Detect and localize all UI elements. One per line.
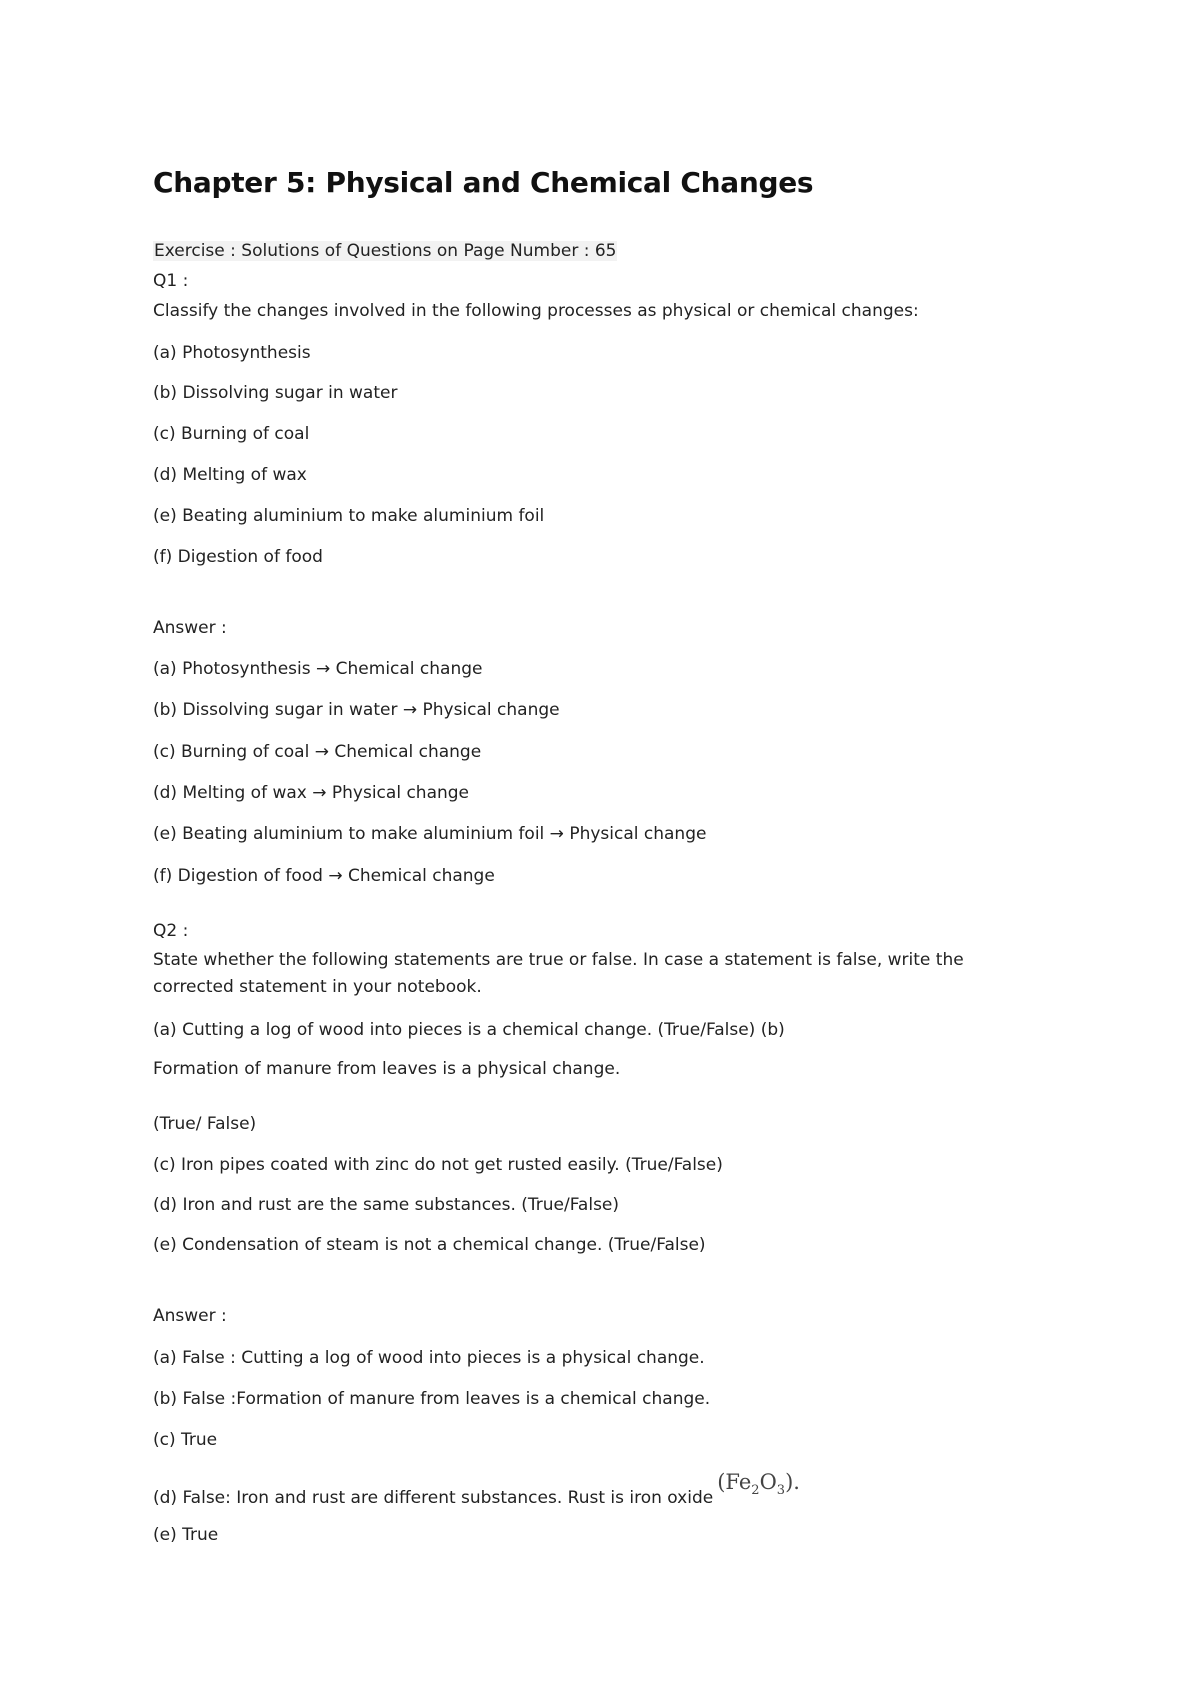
q2-item: (True/ False) xyxy=(153,1114,257,1134)
q1-answer: (e) Beating aluminium to make aluminium foil → Physical change xyxy=(153,824,707,844)
q1-item: (e) Beating aluminium to make aluminium foil xyxy=(153,506,545,526)
q1-answer: (c) Burning of coal → Chemical change xyxy=(153,742,482,762)
q1-answer-label: Answer : xyxy=(153,618,227,638)
q2-item: Formation of manure from leaves is a physical change. xyxy=(153,1059,621,1079)
q1-prompt: Classify the changes involved in the following processes as physical or chemical changes: xyxy=(153,301,919,321)
q1-answer: (d) Melting of wax → Physical change xyxy=(153,783,470,803)
q1-answer: (a) Photosynthesis → Chemical change xyxy=(153,659,483,679)
page-title: Chapter 5: Physical and Chemical Changes xyxy=(153,166,814,199)
q2-answer: (a) False : Cutting a log of wood into pieces is a physical change. xyxy=(153,1348,705,1368)
q1-item: (a) Photosynthesis xyxy=(153,343,311,363)
q2-answer: (d) False: Iron and rust are different substances. Rust is iron oxide xyxy=(153,1488,714,1508)
exercise-label: Exercise : Solutions of Questions on Page Number : 65 xyxy=(154,241,617,261)
q1-answer: (b) Dissolving sugar in water → Physical change xyxy=(153,700,560,720)
exercise-line xyxy=(153,240,617,262)
q1-item: (c) Burning of coal xyxy=(153,424,310,444)
q2-answer: (b) False :Formation of manure from leaves is a chemical change. xyxy=(153,1389,711,1409)
q2-item: (d) Iron and rust are the same substances. (True/False) xyxy=(153,1195,620,1215)
q2-answer: (c) True xyxy=(153,1430,218,1450)
q2-item: (e) Condensation of steam is not a chemical change. (True/False) xyxy=(153,1235,706,1255)
q2-answer-d xyxy=(153,1470,800,1516)
q2-label: Q2 : xyxy=(153,921,189,941)
q2-answer-label: Answer : xyxy=(153,1306,227,1326)
q1-item: (d) Melting of wax xyxy=(153,465,307,485)
q1-label: Q1 : xyxy=(153,271,189,291)
q1-item: (b) Dissolving sugar in water xyxy=(153,383,398,403)
q1-item: (f) Digestion of food xyxy=(153,547,323,567)
q2-answer: (e) True xyxy=(153,1525,219,1545)
q2-item: (c) Iron pipes coated with zinc do not get rusted easily. (True/False) xyxy=(153,1155,723,1175)
iron-oxide-formula: $(Fe_2O_3)$. xyxy=(717,1470,800,1499)
q1-answer: (f) Digestion of food → Chemical change xyxy=(153,866,495,886)
q2-prompt: State whether the following statements are true or false. In case a statement is false, write the corrected statement in your notebook. xyxy=(153,950,964,997)
q2-item: (a) Cutting a log of wood into pieces is a chemical change. (True/False) (b) xyxy=(153,1020,785,1040)
